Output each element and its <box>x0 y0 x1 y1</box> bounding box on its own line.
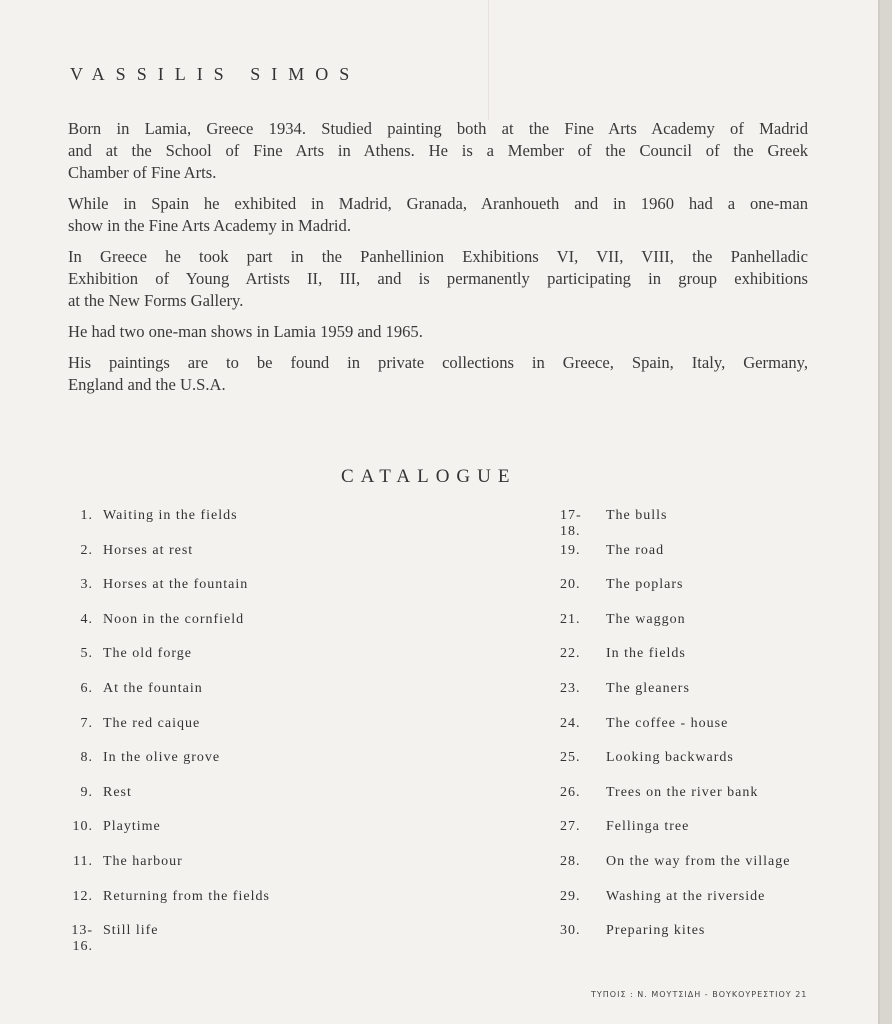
catalogue-number: 17-18. <box>560 508 582 539</box>
catalogue-title: Fellinga tree <box>606 819 690 835</box>
catalogue-title: Washing at the riverside <box>606 888 766 904</box>
catalogue-item <box>560 612 790 647</box>
catalogue-item <box>62 923 270 958</box>
catalogue-number: 23. <box>560 680 581 696</box>
catalogue-number: 26. <box>560 784 581 800</box>
bio-paragraph <box>68 352 808 396</box>
catalogue-item <box>62 543 270 578</box>
catalogue-number: 19. <box>560 542 581 558</box>
catalogue-number: 3. <box>80 577 93 593</box>
catalogue-title: The coffee - house <box>606 715 729 731</box>
bio-line: Exhibition of Young Artists II, III, and is permanently participating in group exhibitions <box>68 269 808 288</box>
catalogue-item <box>62 681 270 716</box>
printer-footer: ΤΥΠΟΙΣ : Ν. ΜΟΥΤΣΙΔΗ - ΒΟΥΚΟΥΡΕΣΤΙΟΥ 21 <box>591 990 808 999</box>
catalogue-number: 12. <box>72 888 93 904</box>
catalogue-number: 5. <box>80 646 93 662</box>
bio-paragraph <box>68 193 808 237</box>
catalogue-number: 22. <box>560 646 581 662</box>
catalogue-title: The red caique <box>103 715 201 731</box>
catalogue-item <box>560 819 790 854</box>
catalogue-title: In the fields <box>606 646 686 662</box>
catalogue-title: The gleaners <box>606 680 690 696</box>
catalogue-title: The harbour <box>103 853 183 869</box>
catalogue-number: 20. <box>560 577 581 593</box>
catalogue-number: 21. <box>560 611 581 627</box>
catalogue-number: 7. <box>80 715 93 731</box>
catalogue-title: The waggon <box>606 611 686 627</box>
catalogue-item <box>560 889 790 924</box>
catalogue-number: 27. <box>560 819 581 835</box>
catalogue-item <box>560 750 790 785</box>
bio-line: His paintings are to be found in private collections in Greece, Spain, Italy, Germany, <box>68 353 808 372</box>
bio-line: show in the Fine Arts Academy in Madrid. <box>68 216 351 235</box>
catalogue-title: Waiting in the fields <box>103 508 238 523</box>
catalogue-item <box>560 923 790 958</box>
bio-paragraph <box>68 118 808 184</box>
catalogue-item <box>62 646 270 681</box>
catalogue-number: 25. <box>560 750 581 766</box>
catalogue-item <box>62 819 270 854</box>
catalogue-item <box>62 716 270 751</box>
catalogue-title: The bulls <box>606 508 668 523</box>
bio-line: He had two one-man shows in Lamia 1959 and 1965. <box>68 322 423 341</box>
catalogue-title: At the fountain <box>103 680 203 696</box>
catalogue-number: 10. <box>72 819 93 835</box>
bio-paragraph <box>68 321 808 343</box>
catalogue-number: 28. <box>560 853 581 869</box>
catalogue-title: Trees on the river bank <box>606 784 759 800</box>
catalogue-item <box>62 750 270 785</box>
catalogue-item <box>560 646 790 681</box>
catalogue-item <box>62 785 270 820</box>
catalogue-number: 1. <box>80 508 93 523</box>
catalogue-title: In the olive grove <box>103 750 221 766</box>
catalogue-item <box>560 681 790 716</box>
bio-paragraph <box>68 246 808 312</box>
bio-line: and at the School of Fine Arts in Athens. He is a Member of the Council of the Greek <box>68 141 808 160</box>
catalogue-number: 2. <box>80 542 93 558</box>
catalogue-item <box>560 716 790 751</box>
catalogue-number: 11. <box>73 853 93 869</box>
catalogue-number: 13-16. <box>71 923 93 955</box>
catalogue-item <box>62 612 270 647</box>
catalogue-item <box>62 889 270 924</box>
catalogue-title: Horses at the fountain <box>103 577 249 593</box>
catalogue-item <box>560 785 790 820</box>
biography <box>68 118 808 405</box>
catalogue-title: Noon in the cornfield <box>103 611 245 627</box>
bio-line: Born in Lamia, Greece 1934. Studied painting both at the Fine Arts Academy of Madrid <box>68 119 808 138</box>
catalogue-title: The old forge <box>103 646 192 662</box>
catalogue-left-column <box>62 508 270 958</box>
catalogue-title: Still life <box>103 923 159 939</box>
catalogue-item <box>560 854 790 889</box>
catalogue-item <box>62 854 270 889</box>
bio-line: Chamber of Fine Arts. <box>68 163 217 182</box>
catalogue-number: 24. <box>560 715 581 731</box>
catalogue-item <box>62 508 270 543</box>
catalogue-item <box>560 508 790 543</box>
catalogue-title: Returning from the fields <box>103 888 270 904</box>
catalogue-heading: CATALOGUE <box>341 466 517 487</box>
page-fold <box>488 0 489 120</box>
catalogue-item <box>62 577 270 612</box>
bio-line: England and the U.S.A. <box>68 375 226 394</box>
catalogue-right-column <box>560 508 790 958</box>
catalogue-title: Looking backwards <box>606 750 734 766</box>
catalogue-number: 4. <box>80 611 93 627</box>
bio-line: In Greece he took part in the Panhellinion Exhibitions VI, VII, VIII, the Panhelladic <box>68 247 808 266</box>
catalogue-item <box>560 543 790 578</box>
catalogue-number: 8. <box>80 750 93 766</box>
catalogue-number: 29. <box>560 888 581 904</box>
catalogue-title: On the way from the village <box>606 853 791 869</box>
catalogue-number: 30. <box>560 923 581 939</box>
artist-name-heading: VASSILIS SIMOS <box>70 64 361 84</box>
catalogue-title: Rest <box>103 784 132 800</box>
catalogue-title: Preparing kites <box>606 923 706 939</box>
catalogue-title: The poplars <box>606 577 684 593</box>
catalogue-item <box>560 577 790 612</box>
catalogue-number: 6. <box>80 680 93 696</box>
bio-line: While in Spain he exhibited in Madrid, Granada, Aranhoueth and in 1960 had a one-man <box>68 194 808 213</box>
catalogue-title: The road <box>606 542 665 558</box>
catalogue-number: 9. <box>80 784 93 800</box>
catalogue-title: Horses at rest <box>103 542 194 558</box>
catalogue-title: Playtime <box>103 819 161 835</box>
bio-line: at the New Forms Gallery. <box>68 291 244 310</box>
